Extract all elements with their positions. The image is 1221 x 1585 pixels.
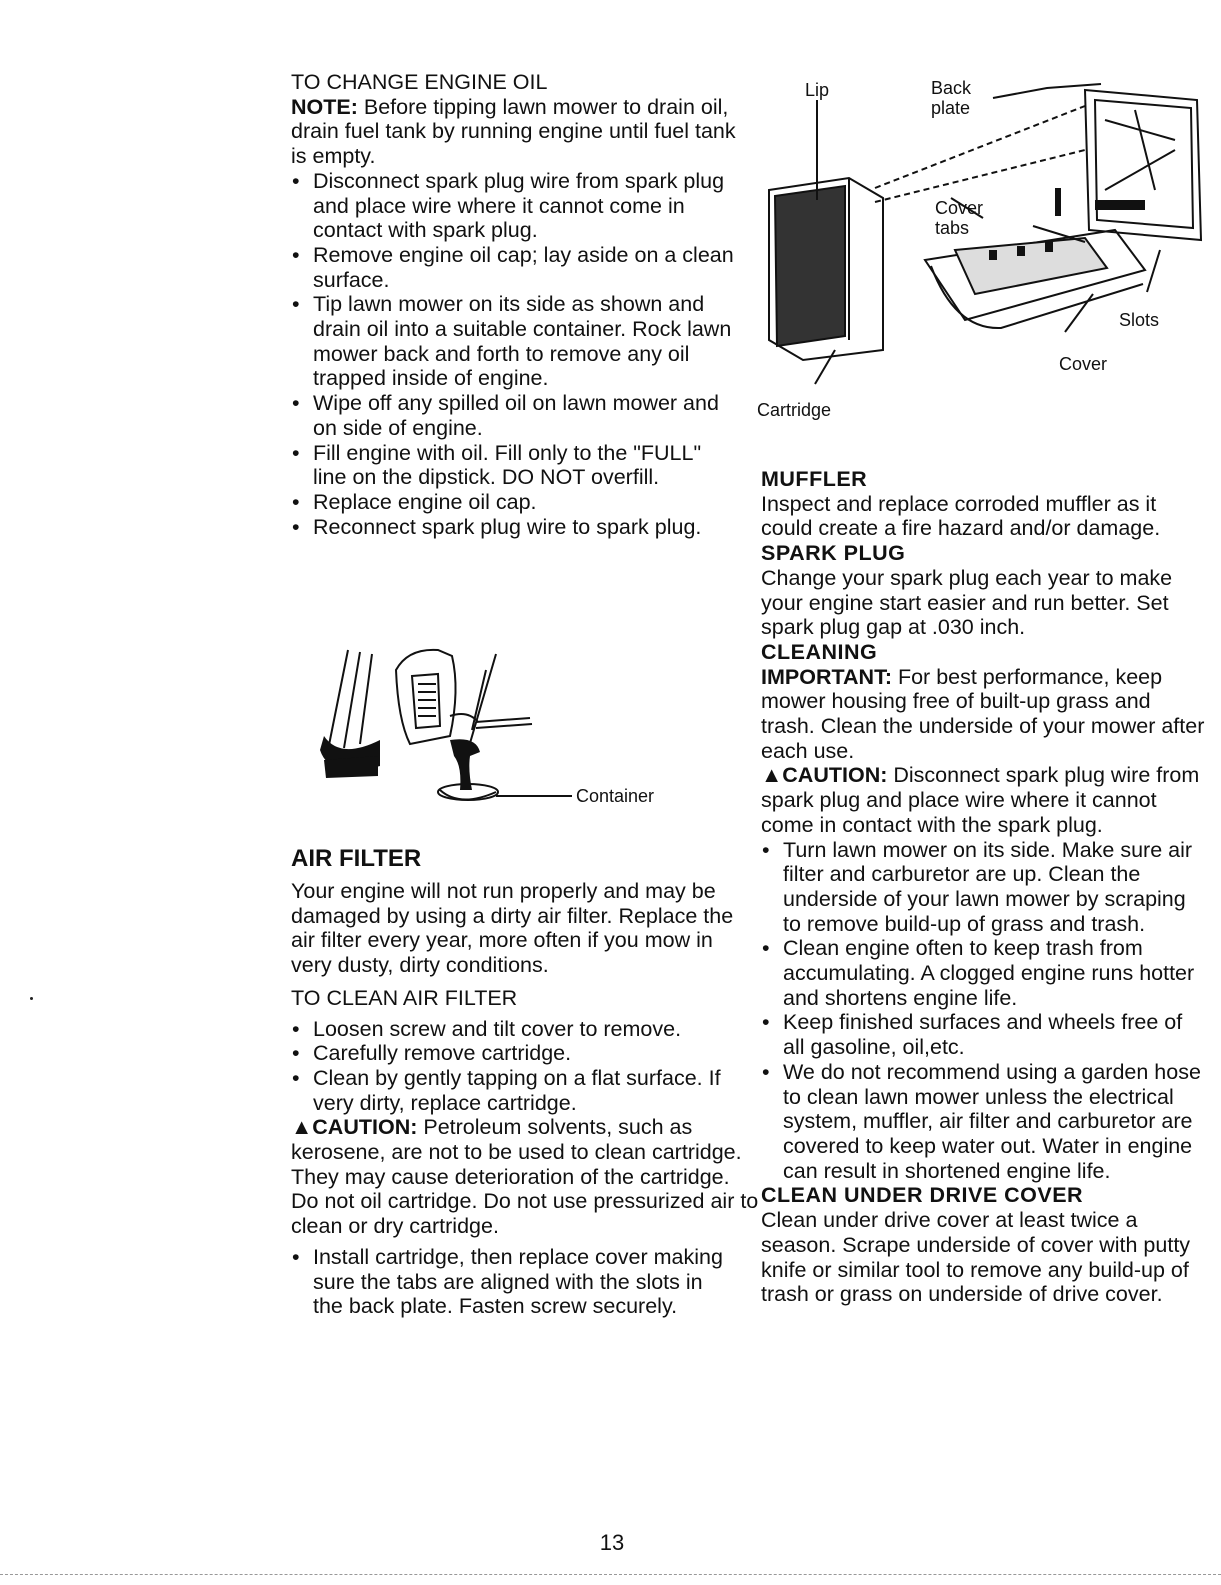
oil-step: • Reconnect spark plug wire to spark plug.: [291, 515, 736, 540]
clean-filter-step: • Loosen screw and tilt cover to remove.: [291, 1017, 736, 1042]
cover-label: Cover: [1059, 354, 1108, 374]
spark-plug-text: Change your spark plug each year to make your engine start easier and run better. Set spark plug gap at .030 inch.: [761, 565, 1173, 640]
cleaning-step: • We do not recommend using a garden hose to clean lawn mower unless the electrical system, muffler, air filter and carburetor are covered to keep water out. Water in engine can result in shortened engine life.: [761, 1060, 1207, 1184]
oil-note: [291, 95, 736, 169]
muffler-heading: MUFFLER: [761, 467, 868, 491]
important-label: IMPORTANT:: [761, 664, 892, 689]
cleaning-steps: [761, 838, 1207, 1184]
caution-icon: ▲: [291, 1115, 313, 1140]
air-filter-heading: AIR FILTER: [291, 845, 422, 872]
cover-tabs-label-line1: Cover: [935, 198, 984, 218]
drive-cover-heading: CLEAN UNDER DRIVE COVER: [761, 1183, 1084, 1208]
clean-air-filter-heading: TO CLEAN AIR FILTER: [291, 985, 518, 1010]
lip-label: Lip: [805, 80, 830, 100]
air-filter-diagram: [755, 70, 1205, 430]
clean-filter-step: • Carefully remove cartridge.: [291, 1041, 736, 1066]
clean-filter-steps: [291, 1017, 736, 1116]
install-step: • Install cartridge, then replace cover making sure the tabs are aligned with the slots in the back plate. Fasten screw securely.: [291, 1245, 736, 1319]
back-plate-label: [931, 78, 971, 118]
cartridge-label: Cartridge: [757, 400, 832, 420]
cleaning-caution: [761, 763, 1207, 837]
mower-on-side-drawing: [300, 640, 720, 830]
right-column: [761, 467, 1207, 1307]
oil-change-heading: TO CHANGE ENGINE OIL: [291, 70, 548, 94]
air-filter-section: [291, 845, 761, 1319]
oil-step: • Wipe off any spilled oil on lawn mower and on side of engine.: [291, 391, 736, 440]
oil-drain-illustration: [300, 640, 720, 830]
filter-caution: [291, 1115, 761, 1239]
caution-text: Disconnect spark plug wire from spark plug and place wire where it cannot come in contact with the spark plug.: [761, 763, 1200, 837]
caution-text: Petroleum solvents, such as kerosene, are not to be used to clean cartridge. They may cause deterioration of the cartridge. Do not oil cartridge. Do not use pressurized air to clean or dry cartridge.: [291, 1115, 759, 1239]
cover-tabs-label-line2: tabs: [935, 218, 970, 238]
oil-change-steps: [291, 169, 736, 540]
container-label: Container: [576, 786, 655, 806]
important-note: [761, 665, 1207, 764]
left-column: [291, 70, 736, 539]
install-steps: [291, 1245, 736, 1319]
clean-filter-step: • Clean by gently tapping on a flat surface. If very dirty, replace cartridge.: [291, 1066, 736, 1115]
air-filter-exploded-drawing: [755, 70, 1205, 430]
cover-tabs-label: [935, 198, 983, 238]
muffler-text: Inspect and replace corroded muffler as it could create a fire hazard and/or damage.: [761, 491, 1161, 541]
cleaning-step: • Keep finished surfaces and wheels free of all gasoline, oil,etc.: [761, 1010, 1207, 1059]
drive-cover-text: Clean under drive cover at least twice a season. Scrape underside of cover with putty knife or similar tool to remove any build-up of trash or grass on underside of drive cover.: [761, 1208, 1191, 1307]
scan-speck: [30, 997, 33, 1000]
spark-plug-heading: SPARK PLUG: [761, 541, 906, 566]
air-filter-text: Your engine will not run properly and may be damaged by using a dirty air filter. Replace the air filter every year, more often if you mow in very dusty, dirty conditions.: [291, 879, 734, 978]
important-text: For best performance, keep mower housing free of built-up grass and trash. Clean the underside of your mower after each use.: [761, 664, 1205, 763]
oil-step: • Tip lawn mower on its side as shown and drain oil into a suitable container. Rock lawn mower back and forth to remove any oil trapped inside of engine.: [291, 292, 736, 391]
note-label: NOTE:: [291, 94, 358, 119]
oil-step: • Replace engine oil cap.: [291, 490, 736, 515]
cleaning-step: • Turn lawn mower on its side. Make sure air filter and carburetor are up. Clean the underside of your lawn mower by scraping to remove build-up of grass and trash.: [761, 838, 1207, 937]
slots-label: Slots: [1119, 310, 1160, 330]
back-plate-label-line1: Back: [931, 78, 972, 98]
caution-icon: ▲: [761, 763, 783, 788]
back-plate-label-line2: plate: [931, 98, 971, 118]
caution-label: CAUTION:: [782, 763, 888, 788]
oil-step: • Disconnect spark plug wire from spark plug and place wire where it cannot come in contact with spark plug.: [291, 169, 736, 243]
cleaning-heading: CLEANING: [761, 639, 878, 664]
oil-step: • Fill engine with oil. Fill only to the "FULL" line on the dipstick. DO NOT overfill.: [291, 441, 736, 490]
page-number: 13: [599, 1530, 625, 1555]
note-text: Before tipping lawn mower to drain oil, drain fuel tank by running engine until fuel tank is empty.: [291, 94, 736, 169]
page-bottom-edge: [0, 1574, 1221, 1575]
oil-step: • Remove engine oil cap; lay aside on a clean surface.: [291, 243, 736, 292]
cleaning-step: • Clean engine often to keep trash from accumulating. A clogged engine runs hotter and shortens engine life.: [761, 936, 1207, 1010]
caution-label: CAUTION:: [312, 1115, 418, 1140]
